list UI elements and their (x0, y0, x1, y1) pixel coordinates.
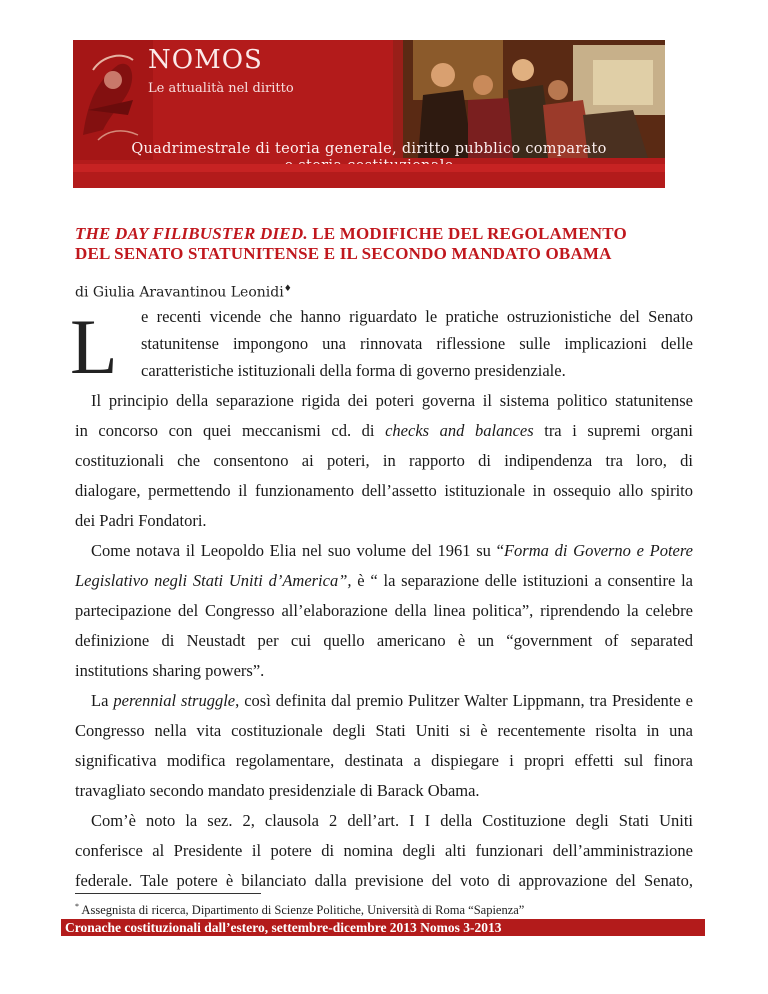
body-line: dialogare, permettendo il funzionamento dell’assetto istituzionale in ossequio allo spirito (75, 481, 693, 500)
body-line: partecipazione del Congresso all’elaborazione della linea politica”, riprendendo la celebre (75, 601, 693, 620)
footnote-mark: * (75, 902, 79, 911)
body-line: dei Padri Fondatori. (75, 511, 207, 530)
author-footnote-mark: ♦ (283, 284, 292, 294)
body-line: federale. Tale potere è bilanciato dalla previsione del voto di approvazione del Senato, (75, 871, 693, 890)
body-line (75, 571, 693, 591)
footer-text: Cronache costituzionali dall’estero, settembre-dicembre 2013 Nomos 3-2013 (65, 920, 502, 935)
footnote-rule (75, 893, 261, 894)
body-line: travagliato secondo mandato presidenziale di Barack Obama. (75, 781, 480, 800)
body-line: Com’è noto la sez. 2, clausola 2 dell’art. I I della Costituzione degli Stati Uniti (91, 811, 693, 830)
body-span: è “ la separazione delle istituzioni a consentire la (351, 571, 693, 590)
body-span: Come notava il Leopoldo Elia nel suo volume del 1961 su “ (91, 541, 504, 560)
title-line-2: DEL SENATO STATUNITENSE E IL SECONDO MANDATO OBAMA (75, 244, 612, 263)
title-italic-part: THE DAY FILIBUSTER DIED. (75, 224, 308, 243)
body-line: Congresso nella vita costituzionale degli Stati Uniti si è recentemente risolta in una (75, 721, 693, 740)
body-line: statunitense impongono una rinnovata riflessione sulle implicazioni delle (141, 334, 693, 353)
body-line: significativa modifica regolamentare, destinata a dispiegare i propri effetti sul finora (75, 751, 693, 770)
body-line: Il principio della separazione rigida dei poteri governa il sistema politico statunitense (91, 391, 693, 410)
journal-name: NOMOS (148, 45, 263, 75)
drop-cap: L (70, 303, 118, 390)
body-line (91, 691, 693, 711)
title-rest-part: LE MODIFICHE DEL REGOLAMENTO (307, 224, 627, 243)
body-line (91, 541, 693, 561)
tagline-line-1: Quadrimestrale di teoria generale, diritto pubblico comparato (131, 141, 607, 157)
body-line: e recenti vicende che hanno riguardato le pratiche ostruzionistiche del Senato (141, 307, 693, 326)
footnote-text: Assegnista di ricerca, Dipartimento di Scienze Politiche, Università di Roma “Sapienza” (79, 903, 525, 918)
body-span: in concorso con quei meccanismi cd. di (75, 421, 386, 440)
body-italic: checks and balances (385, 421, 534, 440)
journal-subtitle: Le attualità nel diritto (148, 81, 294, 96)
body-span: La (91, 691, 114, 710)
body-italic: perennial struggle (113, 691, 236, 710)
body-italic: Forma di Governo e Potere (503, 541, 694, 560)
body-line: caratteristiche istituzionali della forma di governo presidenziale. (141, 361, 566, 380)
page-footer-bar (61, 919, 705, 936)
body-span: , così definita dal premio Pulitzer Walter Lippmann, tra Presidente e (235, 691, 693, 710)
author-name: di Giulia Aravantinou Leonidi (75, 284, 284, 301)
body-line: conferisce al Presidente il potere di nomina degli alti funzionari dell’amministrazione (75, 841, 693, 860)
body-span: tra i supremi organi (533, 421, 693, 440)
body-line: institutions sharing powers”. (75, 661, 265, 680)
footnote (75, 902, 524, 918)
body-italic: Legislativo negli Stati Uniti d’America”, (75, 571, 352, 590)
body-line (75, 421, 693, 441)
body-line: definizione di Neustadt per cui quello americano è un “government of separated (75, 631, 693, 650)
body-line: costituzionali che consentono ai poteri, in rapporto di indipendenza tra loro, di (75, 451, 693, 470)
